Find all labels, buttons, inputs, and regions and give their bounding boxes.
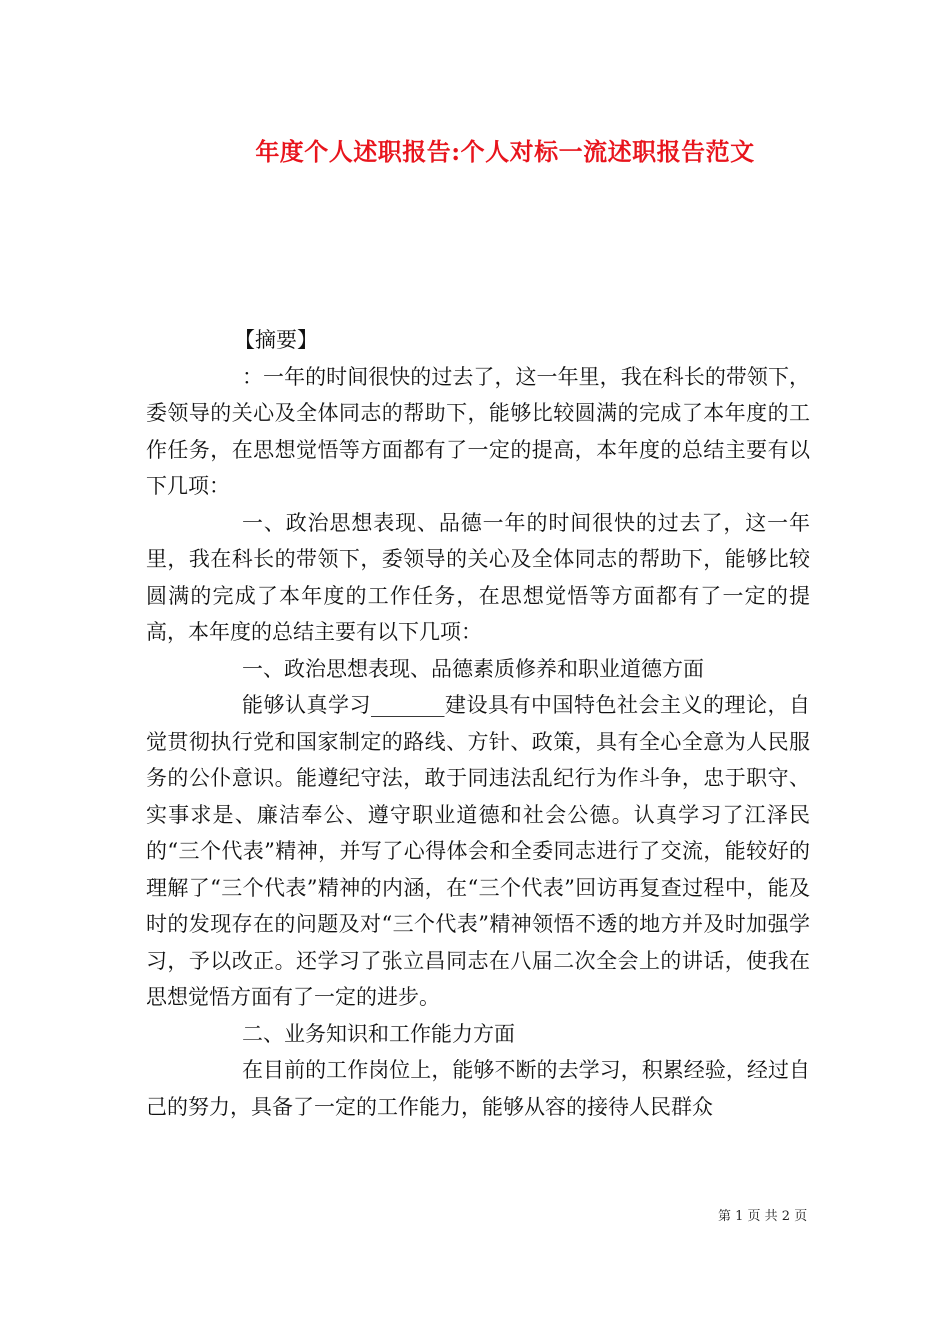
page-number: 第 1 页 共 2 页	[718, 1209, 808, 1224]
section-heading-business: 二、业务知识和工作能力方面	[242, 1021, 515, 1046]
abstract-label: 【摘要】	[234, 328, 318, 352]
paragraph-business: 在目前的工作岗位上，能够不断的去学习，积累经验，经过自己的努力，具备了一定的工作能力，能够从容的接待人民群众	[146, 1058, 810, 1119]
section-heading-politics: 一、政治思想表现、品德素质修养和职业道德方面	[242, 656, 704, 681]
document-body	[146, 322, 810, 1125]
paragraph-intro: 一、政治思想表现、品德一年的时间很快的过去了，这一年里，我在科长的带领下，委领导的关心及全体同志的帮助下，能够比较圆满的完成了本年度的工作任务，在思想觉悟等方面都有了一定的提高，本年度的总结主要有以下几项：	[146, 510, 810, 644]
paragraph-politics: 能够认真学习_______建设具有中国特色社会主义的理论，自觉贯彻执行党和国家制定的路线、方针、政策，具有全心全意为人民服务的公仆意识。能遵纪守法，敢于同违法乱纪行为作斗争，忠于职守、实事求是、廉洁奉公、遵守职业道德和社会公德。认真学习了江泽民的“三个代表”精神，并写了心得体会和全委同志进行了交流，能较好的理解了“三个代表”精神的内涵，在“三个代表”回访再复查过程中，能及时的发现存在的问题及对“三个代表”精神领悟不透的地方并及时加强学习，予以改正。还学习了张立昌同志在八届二次全会上的讲话，使我在思想觉悟方面有了一定的进步。	[146, 693, 810, 1009]
document-title: 年度个人述职报告:个人对标一流述职报告范文	[255, 137, 755, 166]
paragraph-abstract: ：一年的时间很快的过去了，这一年里，我在科长的带领下，委领导的关心及全体同志的帮助下，能够比较圆满的完成了本年度的工作任务，在思想觉悟等方面都有了一定的提高，本年度的总结主要有以下几项：	[146, 364, 810, 498]
